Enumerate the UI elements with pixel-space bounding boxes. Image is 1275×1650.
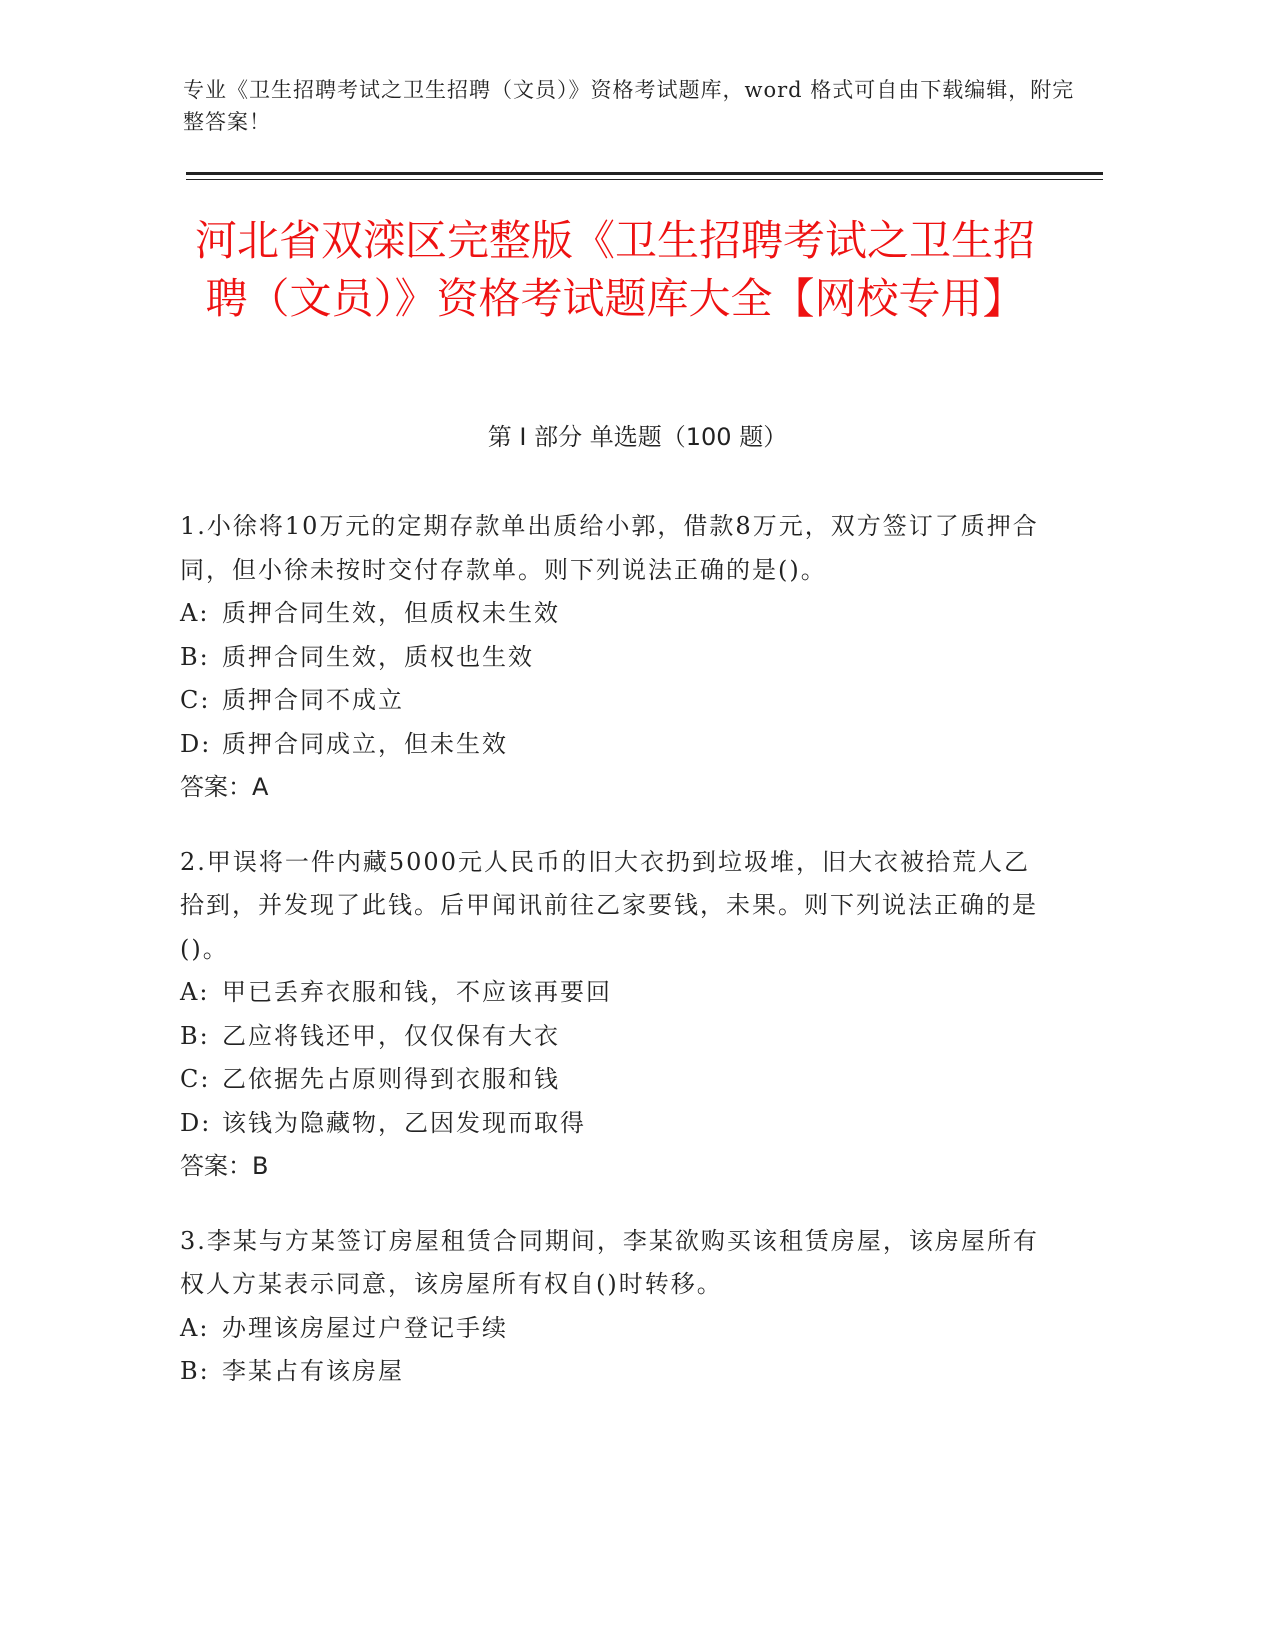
question-stem: 1.小徐将10万元的定期存款单出质给小郭，借款8万元，双方签订了质押合同，但小徐未按时交付存款单。则下列说法正确的是()。 [180, 512, 1039, 584]
question-answer: 答案：B [180, 1152, 269, 1180]
option-b [180, 636, 1050, 680]
option-letter: A: [180, 978, 210, 1006]
option-text: 质押合同生效，质权也生效 [222, 642, 534, 671]
option-d [180, 1102, 1050, 1146]
option-letter: A: [180, 599, 210, 627]
option-letter: B: [180, 1357, 210, 1385]
option-c [180, 1058, 1050, 1102]
option-text: 质押合同不成立 [222, 686, 404, 714]
option-d [180, 723, 1050, 767]
option-b [180, 1350, 1050, 1394]
question-1 [180, 505, 1050, 810]
question-3 [180, 1220, 1050, 1394]
question-stem: 2.甲误将一件内藏5000元人民币的旧大衣扔到垃圾堆，旧大衣被拾荒人乙拾到，并发现了此钱。后甲闻讯前往乙家要钱，未果。则下列说法正确的是()。 [180, 847, 1038, 963]
option-letter: B: [180, 1021, 210, 1050]
header-divider-thin [186, 179, 1103, 180]
option-letter: C: [180, 1065, 211, 1093]
option-a [180, 592, 1050, 636]
option-text: 李某占有该房屋 [222, 1357, 404, 1385]
question-2 [180, 841, 1050, 1189]
option-text: 甲已丢弃衣服和钱，不应该再要回 [222, 978, 612, 1006]
question-list [180, 505, 1050, 1425]
option-text: 质押合同成立，但未生效 [222, 729, 508, 758]
option-text: 乙应将钱还甲，仅仅保有大衣 [222, 1021, 560, 1050]
option-a [180, 1307, 1050, 1351]
option-letter: B: [180, 642, 210, 671]
section-heading: 第 I 部分 单选题（100 题） [487, 423, 788, 451]
option-text: 质押合同生效，但质权未生效 [222, 599, 560, 627]
option-text: 该钱为隐藏物，乙因发现而取得 [222, 1108, 586, 1137]
document-title: 河北省双滦区完整版《卫生招聘考试之卫生招聘（文员）》资格考试题库大全【网校专用】 [194, 216, 1035, 323]
option-letter: C: [180, 686, 211, 714]
option-text: 办理该房屋过户登记手续 [222, 1313, 508, 1342]
option-b [180, 1015, 1050, 1059]
option-letter: A: [180, 1313, 210, 1342]
header-note: 专业《卫生招聘考试之卫生招聘（文员）》资格考试题库，word 格式可自由下载编辑，附完整答案！ [183, 78, 1075, 134]
question-answer: 答案：A [180, 773, 269, 801]
option-letter: D: [180, 729, 212, 758]
option-text: 乙依据先占原则得到衣服和钱 [222, 1065, 560, 1093]
header-divider-thick [186, 172, 1103, 175]
option-a [180, 971, 1050, 1015]
question-stem: 3.李某与方某签订房屋租赁合同期间，李某欲购买该租赁房屋，该房屋所有权人方某表示同意，该房屋所有权自()时转移。 [180, 1226, 1039, 1298]
option-c [180, 679, 1050, 723]
option-letter: D: [180, 1108, 212, 1137]
